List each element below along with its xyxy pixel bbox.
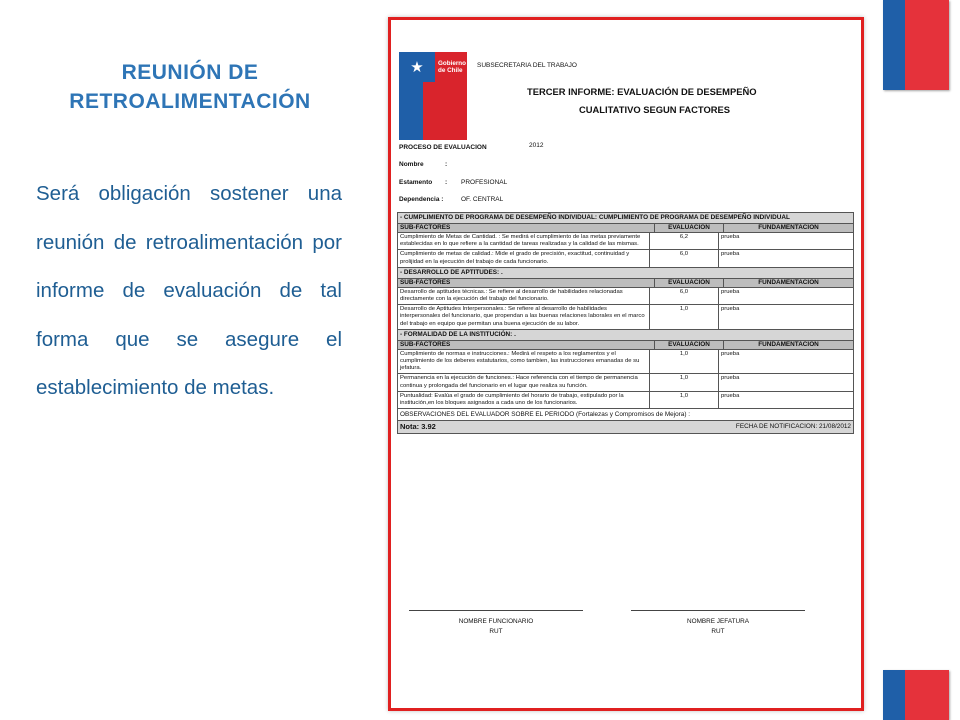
gobierno-de-chile-logo xyxy=(399,52,467,82)
table-row: Desarrollo de aptitudes técnicas.: Se refiere al desarrollo de habilidades relacionadas directamente con la ejecución del trabajo del funcionario. 6,0 prueba xyxy=(398,288,853,305)
table-row: Desarrollo de Aptitudes Interpersonales.: Se refiere al desarrollo de habilidades interpersonales del funcionario, que propendan a las buenas relaciones laborales en el marco del trabajo en equipo que permitan una buena ejecución de su labor. 1,0 prueba xyxy=(398,305,853,330)
table-header: SUB-FACTORES EVALUACION FUNDAMENTACION xyxy=(398,341,853,350)
signature-jefatura: NOMBRE JEFATURA RUT xyxy=(631,610,805,637)
logo-text: Gobierno de Chile xyxy=(435,52,467,82)
section-title: - DESARROLLO DE APTITUDES: . xyxy=(398,268,853,279)
section-title: - FORMALIDAD DE LA INSTITUCIÓN: . xyxy=(398,330,853,341)
logo-red-bar xyxy=(423,82,467,140)
star-icon: ★ xyxy=(410,58,424,76)
table-row: Permanencia en la ejecución de funciones.: Hace referencia con el tiempo de permanencia continua y prolongada del funcionario en el lugar que realiza su función. 1,0 prueba xyxy=(398,374,853,391)
evaluation-table xyxy=(397,212,854,434)
signature-funcionario: NOMBRE FUNCIONARIO RUT xyxy=(409,610,583,637)
chile-flag-bottom-decoration xyxy=(883,670,949,720)
observaciones: OBSERVACIONES DEL EVALUADOR SOBRE EL PERIODO (Fortalezas y Compromisos de Mejora) : xyxy=(398,409,853,421)
evaluation-report-document xyxy=(391,20,861,708)
report-title-line2: CUALITATIVO SEGUN FACTORES xyxy=(579,104,731,115)
table-row: Puntualidad: Evalúa el grado de cumplimiento del horario de trabajo, estipulado por la institución,en los bloques asignados a cada uno de los funcionarios. 1,0 prueba xyxy=(398,392,853,409)
report-title-line1: TERCER INFORME: EVALUACIÓN DE DESEMPEÑO xyxy=(527,86,757,97)
slide-heading: REUNIÓN DE RETROALIMENTACIÓN xyxy=(69,61,311,113)
nota-row xyxy=(398,421,853,433)
table-row: Cumplimiento de normas e instrucciones.: Medirá el respeto a los reglamentos y el cumplimiento de los deberes estatutarios, como tambien, las instrucciones emanadas de su jefatura. 1,0 prueba xyxy=(398,350,853,375)
estamento-value: PROFESIONAL xyxy=(461,179,508,186)
dependencia-value: OF. CENTRAL xyxy=(461,196,504,203)
section-title: - CUMPLIMIENTO DE PROGRAMA DE DESEMPEÑO INDIVIDUAL: CUMPLIMIENTO DE PROGRAMA DE DESEMPEÑO INDIVIDUAL xyxy=(398,213,853,224)
nota-value: Nota: 3.92 xyxy=(400,422,436,432)
logo-blue-bar xyxy=(399,82,423,140)
chile-flag-top-decoration xyxy=(883,0,949,90)
subsecretaria-label: SUBSECRETARIA DEL TRABAJO xyxy=(477,62,577,69)
proceso-label: PROCESO DE EVALUACION xyxy=(399,144,487,151)
proceso-value: 2012 xyxy=(529,142,544,149)
table-row: Cumplimiento de metas de calidad.: Mide el grado de precisión, exactitud, continuidad y prolijidad en la ejecución del trabajo de cada funcionario. 6,0 prueba xyxy=(398,250,853,267)
nombre-colon: : xyxy=(445,161,448,168)
table-header: SUB-FACTORES EVALUACION FUNDAMENTACION xyxy=(398,224,853,233)
nombre-label: Nombre xyxy=(399,161,424,168)
slide-paragraph: Será obligación sostener una reunión de retroalimentación por informe de evaluación de tal forma que se asegure el establecimiento de metas. xyxy=(36,182,342,399)
fecha-notificacion: FECHA DE NOTIFICACION: 21/08/2012 xyxy=(735,423,851,431)
table-header: SUB-FACTORES EVALUACION FUNDAMENTACION xyxy=(398,279,853,288)
document-image-frame xyxy=(388,17,864,711)
dependencia-label: Dependencia : xyxy=(399,196,444,203)
estamento-label: Estamento xyxy=(399,179,433,186)
estamento-colon: : xyxy=(445,179,448,186)
table-row: Cumplimiento de Metas de Cantidad. : Se medirá el cumplimiento de las metas previamente establecidas en lo que refiere a la cantidad de tareas realizadas y la calidad de las mismas. 6,2 prueba xyxy=(398,233,853,250)
